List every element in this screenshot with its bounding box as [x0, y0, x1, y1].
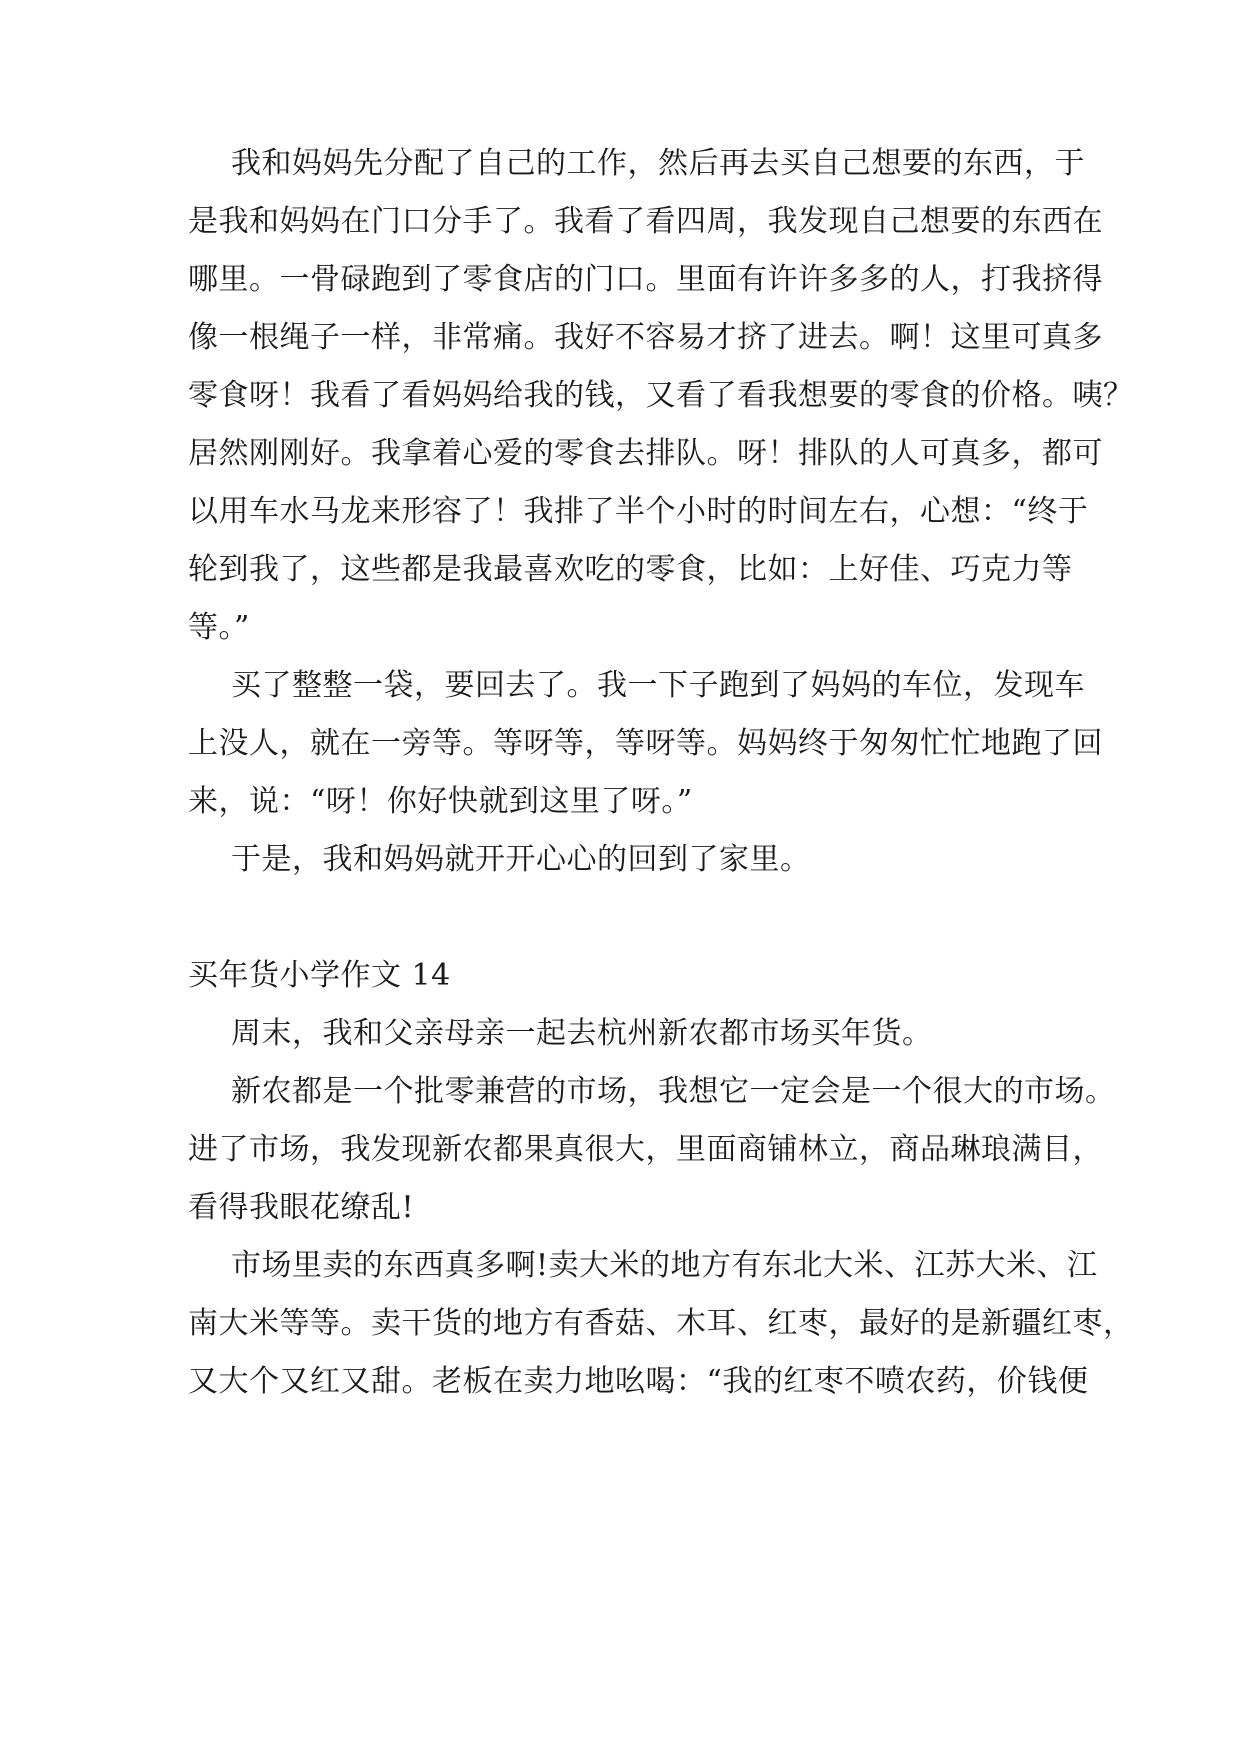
paragraph-line: 买了整整一袋，要回去了。我一下子跑到了妈妈的车位，发现车 [231, 668, 1085, 703]
paragraph-line: 哪里。一骨碌跑到了零食店的门口。里面有许许多多的人，打我挤得 [188, 262, 1103, 297]
paragraph-line: 又大个又红又甜。老板在卖力地吆喝：“我的红枣不喷农药，价钱便 [188, 1364, 1089, 1399]
paragraph-line: 像一根绳子一样，非常痛。我好不容易才挤了进去。啊！这里可真多 [188, 320, 1103, 355]
paragraph-line: 市场里卖的东西真多啊!卖大米的地方有东北大米、江苏大米、江 [231, 1248, 1098, 1283]
paragraph-line: 看得我眼花缭乱! [188, 1190, 415, 1225]
paragraph-line: 是我和妈妈在门口分手了。我看了看四周，我发现自己想要的东西在 [188, 204, 1103, 239]
paragraph-line: 轮到我了，这些都是我最喜欢吃的零食，比如：上好佳、巧克力等 [188, 552, 1073, 587]
paragraph-line: 上没人，就在一旁等。等呀等，等呀等。妈妈终于匆匆忙忙地跑了回 [188, 726, 1103, 761]
paragraph-line: 居然刚刚好。我拿着心爱的零食去排队。呀！排队的人可真多，都可 [188, 436, 1103, 471]
paragraph-line: 零食呀！我看了看妈妈给我的钱，又看了看我想要的零食的价格。咦？ [188, 378, 1134, 413]
paragraph-line: 来，说：“呀！你好快就到这里了呀。” [188, 784, 693, 819]
paragraph-line: 进了市场，我发现新农都果真很大，里面商铺林立，商品琳琅满目， [188, 1132, 1103, 1167]
paragraph-line: 于是，我和妈妈就开开心心的回到了家里。 [231, 842, 811, 877]
paragraph-line: 等。” [188, 610, 250, 645]
paragraph-line: 新农都是一个批零兼营的市场，我想它一定会是一个很大的市场。 [231, 1074, 1116, 1109]
section-heading: 买年货小学作文 14 [188, 958, 451, 993]
paragraph-line: 我和妈妈先分配了自己的工作，然后再去买自己想要的东西，于 [231, 146, 1085, 181]
paragraph-line: 以用车水马龙来形容了！我排了半个小时的时间左右，心想：“终于 [188, 494, 1089, 529]
paragraph-line: 周末，我和父亲母亲一起去杭州新农都市场买年货。 [231, 1016, 933, 1051]
paragraph-line: 南大米等等。卖干货的地方有香菇、木耳、红枣，最好的是新疆红枣， [188, 1306, 1134, 1341]
